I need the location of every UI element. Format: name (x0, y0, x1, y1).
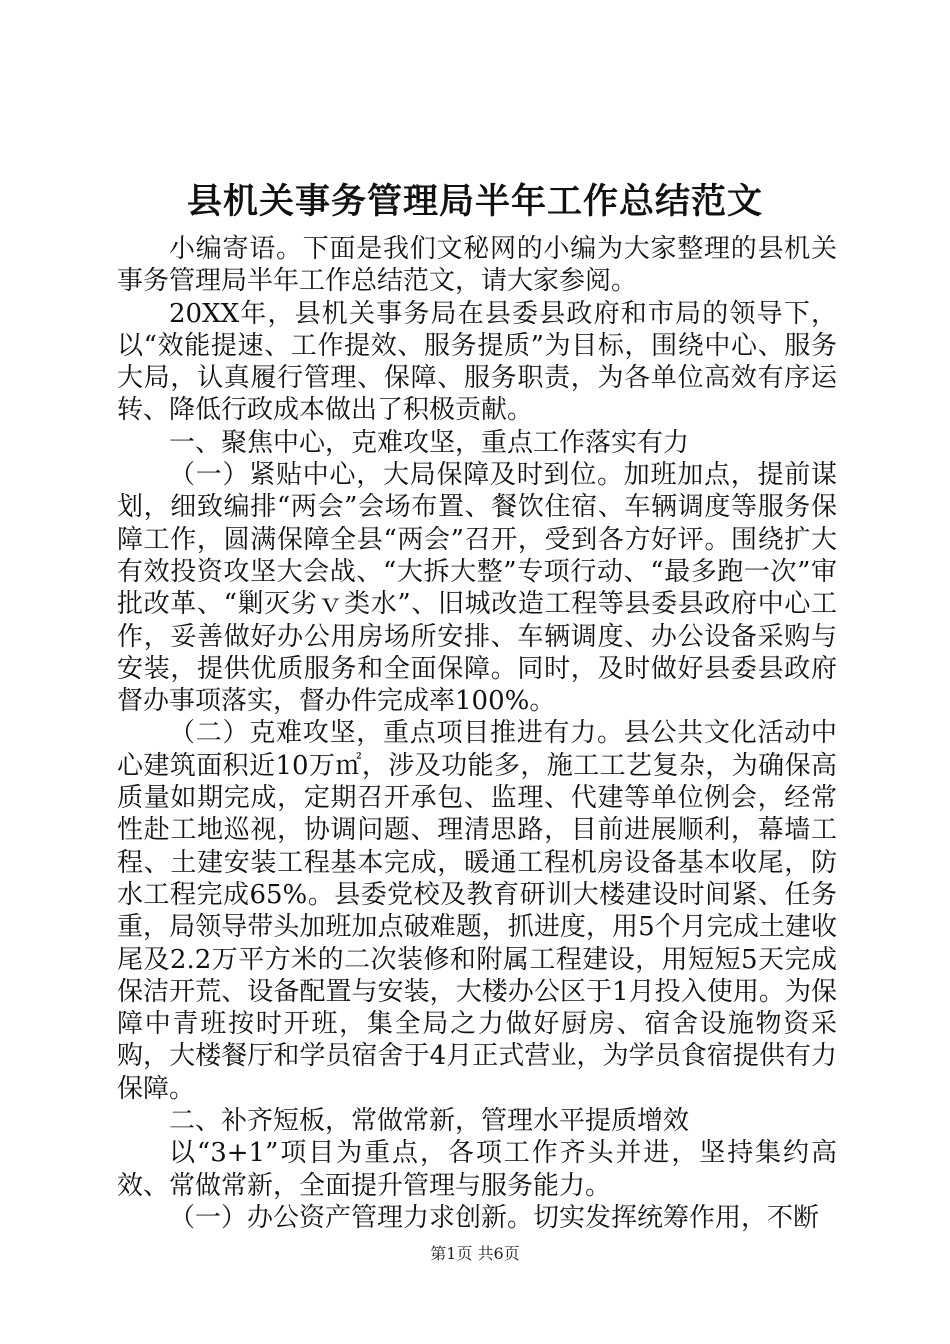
paragraph-section-1-item-2: （二）克难攻坚，重点项目推进有力。县公共文化活动中心建筑面积近10万㎡，涉及功能多，施工工艺复杂，为确保高质量如期完成，定期召开承包、监理、代建等单位例会，经常性赴工地巡视，协调问题、理清思路，目前进展顺利，幕墙工程、土建安装工程基本完成，暖通工程机房设备基本收尾，防水工程完成65%。县委党校及教育研训大楼建设时间紧、任务重，局领导带头加班加点破难题，抓进度，用5个月完成土建收尾及2.2万平方米的二次装修和附属工程建设，用短短5天完成保洁开荒、设备配置与安装，大楼办公区于1月投入使用。为保障中青班按时开班，集全局之力做好厨房、宿舍设施物资采购，大楼餐厅和学员宿舍于4月正式营业，为学员食宿提供有力保障。 (117, 718, 837, 1104)
paragraph-section-2-item-1: （一）办公资产管理力求创新。切实发挥统筹作用，不断 (169, 1202, 820, 1233)
paragraph-section-2-intro: 以“3+1”项目为重点，各项工作齐头并进，坚持集约高效、常做常新，全面提升管理与服务能力。 (117, 1138, 837, 1201)
paragraph-section-1-item-1: （一）紧贴中心，大局保障及时到位。加班加点，提前谋划，细致编排“两会”会场布置、餐饮住宿、车辆调度等服务保障工作，圆满保障全县“两会”召开，受到各方好评。围绕扩大有效投资攻坚大会战、“大拆大整”专项行动、“最多跑一次”审批改革、“剿灭劣ｖ类水”、旧城改造工程等县委县政府中心工作，妥善做好办公用房场所安排、车辆调度、办公设备采购与安装，提供优质服务和全面保障。同时，及时做好县委县政府督办事项落实，督办件完成率100%。 (117, 460, 837, 717)
section-heading-1: 一、聚焦中心，克难攻坚，重点工作落实有力 (169, 427, 690, 458)
document-body (117, 233, 837, 1234)
page-footer: 第1页 共6页 (430, 1244, 520, 1263)
section-heading-2: 二、补齐短板，常做常新，管理水平提质增效 (169, 1106, 690, 1137)
paragraph-intro: 小编寄语。下面是我们文秘网的小编为大家整理的县机关事务管理局半年工作总结范文，请大家参阅。 (117, 234, 837, 297)
document-title: 县机关事务管理局半年工作总结范文 (186, 181, 763, 222)
paragraph-overview: 20XX年，县机关事务局在县委县政府和市局的领导下，以“效能提速、工作提效、服务提质”为目标，围绕中心、服务大局，认真履行管理、保障、服务职责，为各单位高效有序运转、降低行政成本做出了积极贡献。 (117, 298, 837, 426)
